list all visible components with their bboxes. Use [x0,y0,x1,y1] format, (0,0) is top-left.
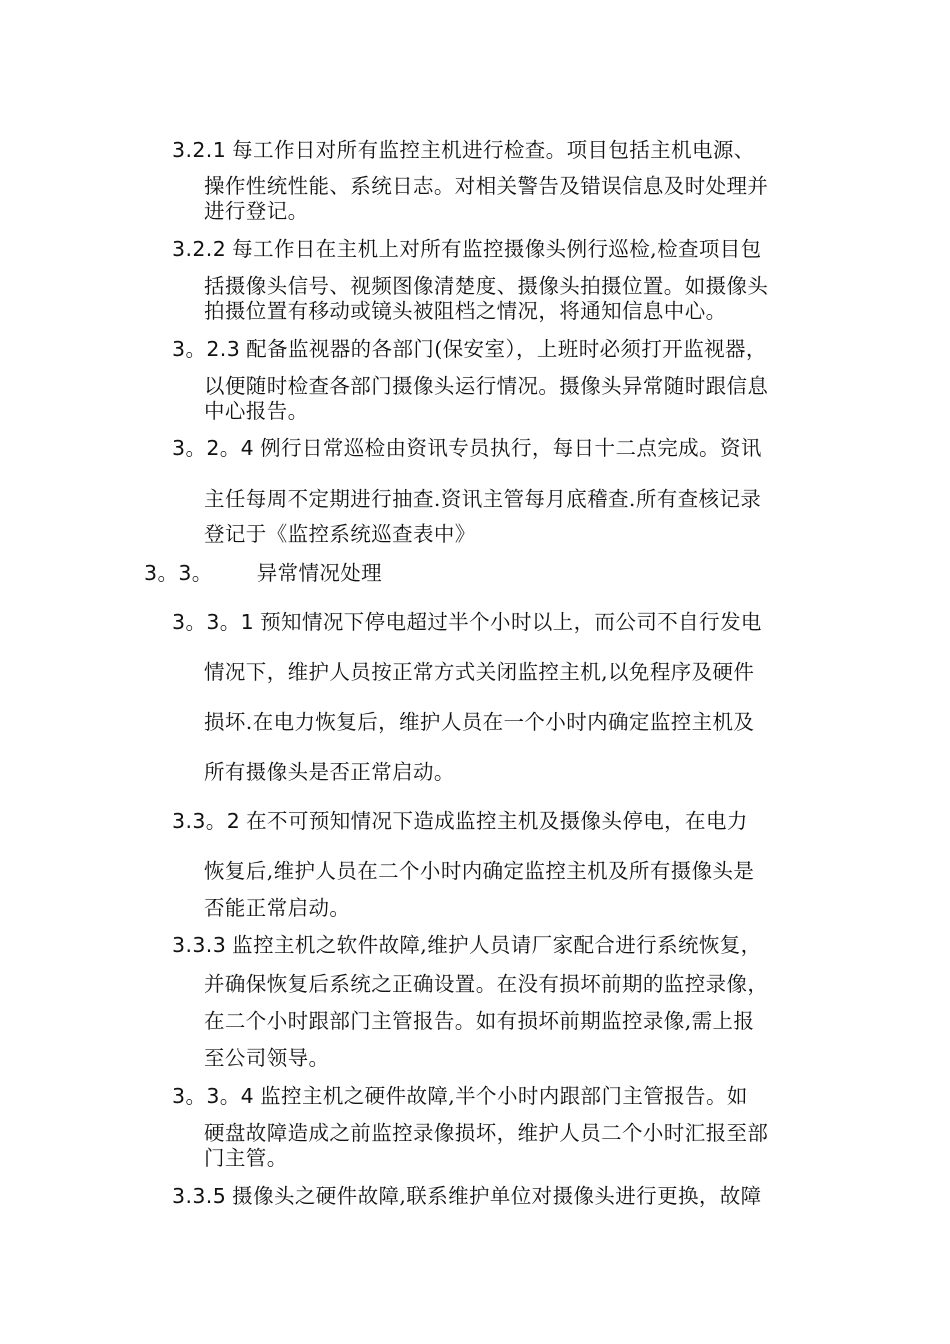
clause-3-3-3-line-2: 并确保恢复后系统之正确设置。在没有损坏前期的监控录像， [204,972,769,996]
clause-number: 3.3。2 [172,809,241,833]
clause-number: 3。2。4 [172,436,255,460]
clause-3-3-3-line-4: 至公司领导。 [204,1046,330,1070]
clause-number: 3.2.1 [172,138,227,162]
clause-3-2-2-line-1: 3.2.2 每工作日在主机上对所有监控摄像头例行巡检,检查项目包 [172,237,762,261]
clause-number: 3.2.2 [172,237,227,261]
clause-3-2-4-line-2: 主任每周不定期进行抽查.资讯主管每月底稽查.所有查核记录 [204,487,762,511]
clause-3-2-4-line-1: 3。2。4 例行日常巡检由资讯专员执行，每日十二点完成。资讯 [172,436,762,460]
clause-3-2-2-line-3: 拍摄位置有移动或镜头被阻档之情况，将通知信息中心。 [204,299,727,323]
clause-3-3-1-line-3: 损坏.在电力恢复后，维护人员在一个小时内确定监控主机及 [204,710,755,734]
clause-3-2-3-line-1: 3。2.3 配备监视器的各部门(保安室），上班时必须打开监视器， [172,337,767,361]
clause-3-2-1-line-1: 3.2.1 每工作日对所有监控主机进行检查。项目包括主机电源、 [172,138,755,162]
section-number: 3。3。 [144,561,213,585]
clause-3-2-3-line-3: 中心报告。 [204,399,309,423]
section-heading [144,559,382,587]
clause-3-3-4-line-1: 3。3。4 监控主机之硬件故障,半个小时内跟部门主管报告。如 [172,1084,748,1108]
clause-number: 3。3。4 [172,1084,255,1108]
clause-3-2-1-line-2: 操作性统性能、系统日志。对相关警告及错误信息及时处理并 [204,174,769,198]
clause-3-3-5-line-1: 3.3.5 摄像头之硬件故障,联系维护单位对摄像头进行更换，故障 [172,1184,762,1208]
clause-3-3-1-line-4: 所有摄像头是否正常启动。 [204,760,455,784]
clause-3-3-1-line-1: 3。3。1 预知情况下停电超过半个小时以上，而公司不自行发电 [172,610,762,634]
clause-number: 3。3。1 [172,610,255,634]
clause-number: 3.3.3 [172,933,227,957]
clause-3-2-1-line-3: 进行登记。 [204,199,309,223]
clause-number: 3.3.5 [172,1184,227,1208]
clause-3-3-4-line-3: 门主管。 [204,1146,288,1170]
clause-3-3-3-line-3: 在二个小时跟部门主管报告。如有损坏前期监控录像,需上报 [204,1009,755,1033]
clause-3-2-4-line-3: 登记于《监控系统巡查表中》 [204,522,476,546]
clause-3-2-2-line-2: 括摄像头信号、视频图像清楚度、摄像头拍摄位置。如摄像头 [204,274,769,298]
clause-3-3-3-line-1: 3.3.3 监控主机之软件故障,维护人员请厂家配合进行系统恢复， [172,933,762,957]
clause-3-3-4-line-2: 硬盘故障造成之前监控录像损坏，维护人员二个小时汇报至部 [204,1121,769,1145]
clause-3-3-2-line-3: 否能正常启动。 [204,896,351,920]
section-title: 异常情况处理 [256,561,383,585]
clause-3-3-1-line-2: 情况下，维护人员按正常方式关闭监控主机,以免程序及硬件 [204,660,755,684]
clause-number: 3。2.3 [172,337,241,361]
clause-3-2-3-line-2: 以便随时检查各部门摄像头运行情况。摄像头异常随时跟信息 [204,374,769,398]
clause-3-3-2-line-2: 恢复后,维护人员在二个小时内确定监控主机及所有摄像头是 [204,859,755,883]
clause-3-3-2-line-1: 3.3。2 在不可预知情况下造成监控主机及摄像头停电，在电力 [172,809,748,833]
